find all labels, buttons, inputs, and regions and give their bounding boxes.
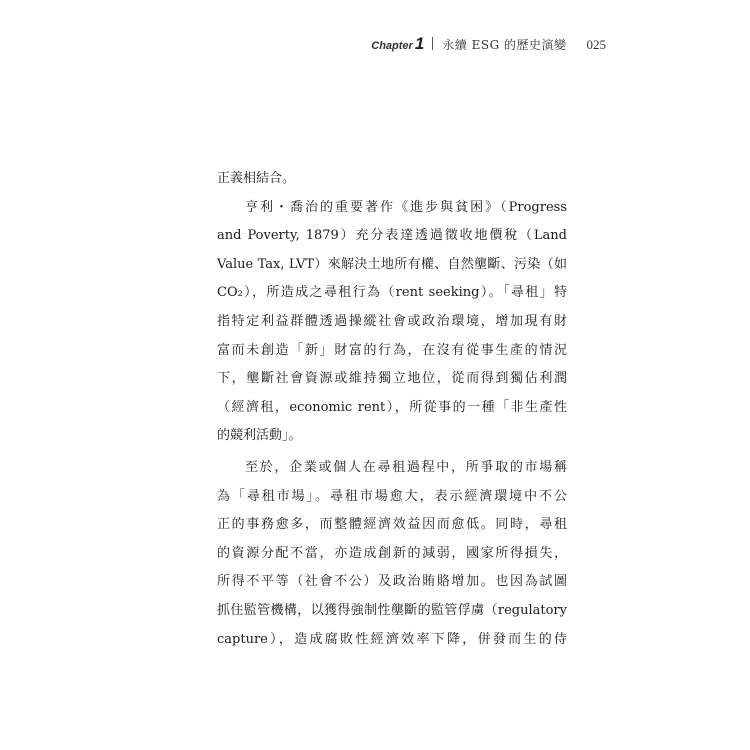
body-text xyxy=(217,165,567,654)
text-line: 抓住監管機構，以獲得強制性壟斷的監管俘虜（regulatory xyxy=(217,602,567,618)
chapter-label: Chapter xyxy=(371,40,413,52)
text-line: 正的事務愈多，而整體經濟效益因而愈低。同時，尋租 xyxy=(217,517,567,533)
text-line: 的競利活動」。 xyxy=(217,428,302,444)
text-line: capture），造成腐敗性經濟效率下降，併發而生的侍 xyxy=(217,631,567,647)
text-line: Value Tax, LVT）來解決土地所有權、自然壟斷、污染（如 xyxy=(217,256,567,272)
text-line: 為「尋租市場」。尋租市場愈大，表示經濟環境中不公 xyxy=(217,488,567,504)
page-number: 025 xyxy=(586,37,606,52)
chapter-title: 永續 ESG 的歷史演變 xyxy=(442,38,567,52)
header-divider xyxy=(432,37,433,50)
text-line: 的資源分配不當，亦造成創新的減弱，國家所得損失， xyxy=(217,545,567,561)
text-line: 所得不平等（社會不公）及政治賄賂增加。也因為試圖 xyxy=(217,574,567,590)
text-line: and Poverty, 1879）充分表達透過徵收地價稅（Land xyxy=(217,228,567,244)
text-line: 指特定利益群體透過操縱社會或政治環境，增加現有財 xyxy=(217,313,567,329)
text-line: 至於，企業或個人在尋租過程中，所爭取的市場稱 xyxy=(245,459,567,475)
text-line: CO₂），所造成之尋租行為（rent seeking）。「尋租」特 xyxy=(217,285,567,301)
text-line: 富而未創造「新」財富的行為，在沒有從事生產的情況 xyxy=(217,342,567,358)
chapter-number: 1 xyxy=(414,34,425,53)
text-line: 正義相結合。 xyxy=(217,171,296,186)
running-header xyxy=(371,34,606,54)
text-line: （經濟租，economic rent），所從事的一種「非生產性 xyxy=(217,399,567,415)
text-line: 亨利・喬治的重要著作《進步與貧困》（Progress xyxy=(245,199,567,215)
text-line: 下，壟斷社會資源或維持獨立地位，從而得到獨佔利潤 xyxy=(217,371,567,387)
